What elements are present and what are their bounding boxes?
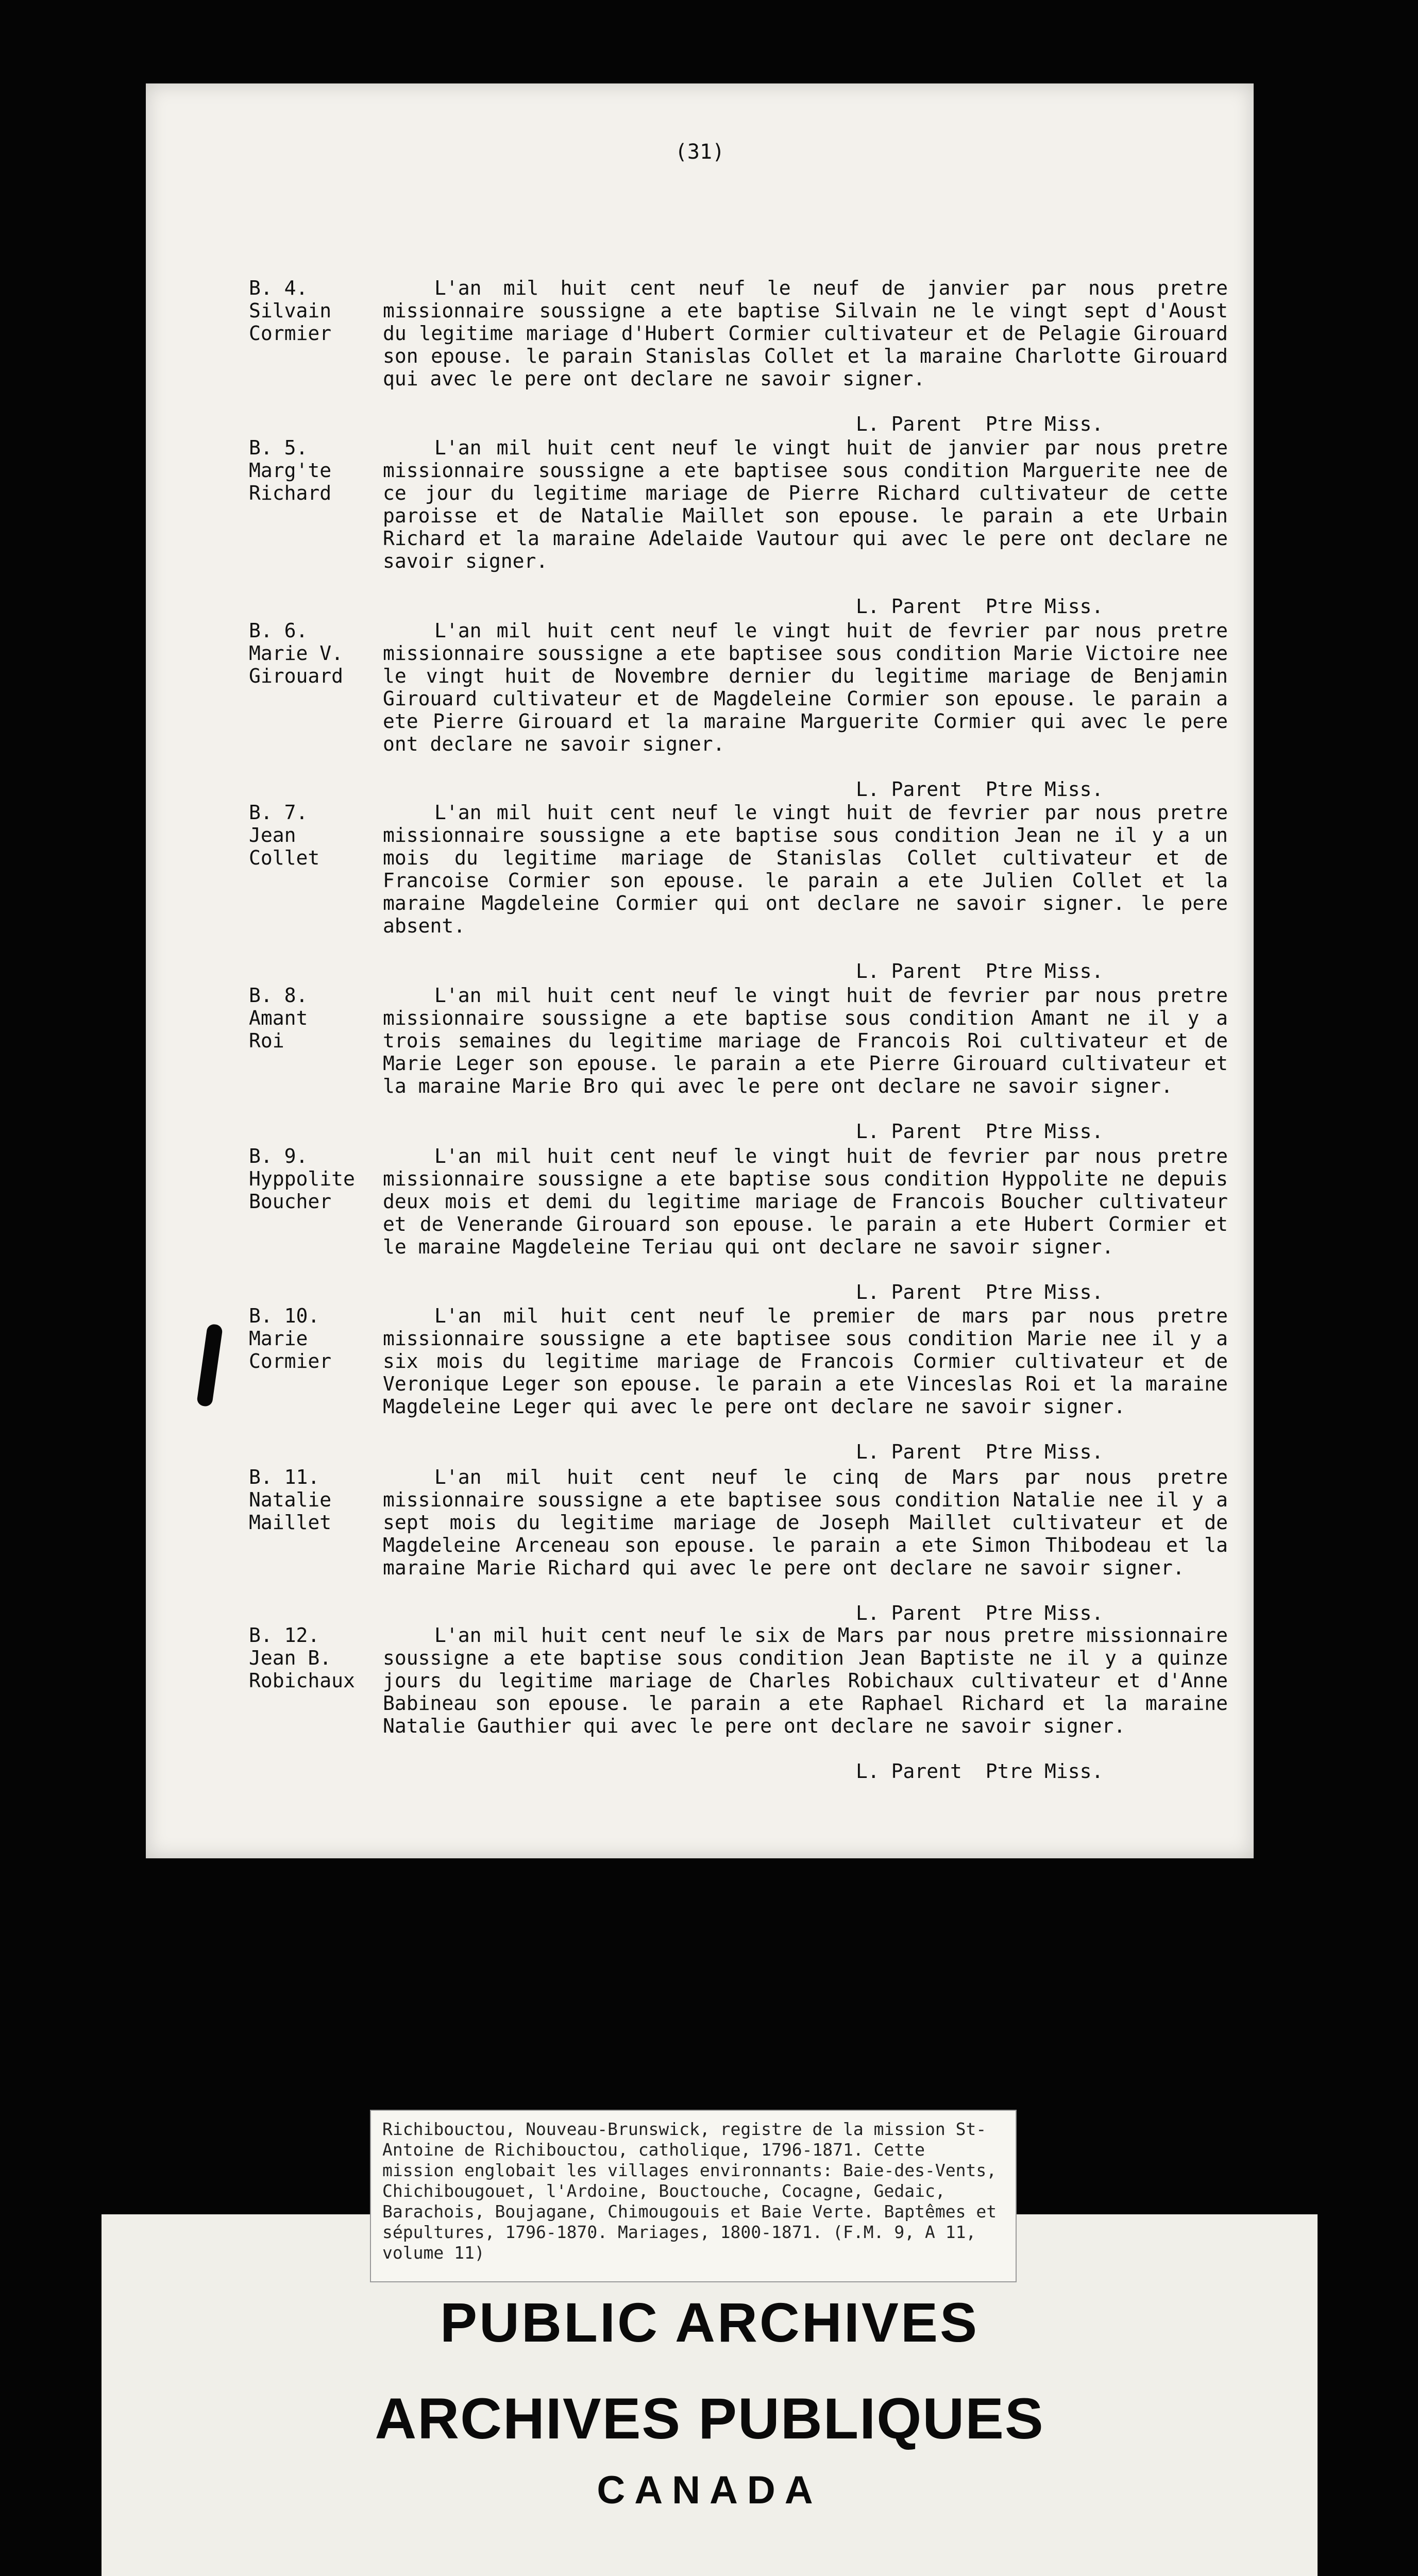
entry-label: B. 6. Marie V. Girouard: [249, 619, 344, 687]
register-page: [146, 83, 1254, 1858]
page-number: (31): [674, 140, 725, 164]
entry-text: L'an mil huit cent neuf le vingt huit de fevrier par nous pretre missionnaire soussigne a ete baptise sous condition Jean ne il y a un mois du legitime mariage de Stanislas Collet cultivateur et de Francoise Cormier son epouse. le parain a ete Julien Collet et la maraine Magdeleine Cormier qui ont declare ne savoir signer. le pere absent.: [383, 801, 1228, 937]
entry-label: B. 4. Silvain Cormier: [249, 277, 332, 345]
entry-signature: L. Parent Ptre Miss.: [856, 778, 1104, 801]
entry-label: B. 10. Marie Cormier: [249, 1304, 332, 1372]
archive-country: CANADA: [597, 2468, 822, 2512]
entry-label: B. 9. Hyppolite Boucher: [249, 1145, 355, 1213]
entry-text: L'an mil huit cent neuf le six de Mars par nous pretre missionnaire soussigne a ete baptise sous condition Jean Baptiste ne il y a quinze jours du legitime mariage de Charles Robichaux cultivateur et d'Anne Babineau son epouse. le parain a ete Raphael Richard et la maraine Natalie Gauthier qui avec le pere ont declare ne savoir signer.: [383, 1624, 1228, 1737]
entry-label: B. 5. Marg'te Richard: [249, 436, 332, 504]
entry-signature: L. Parent Ptre Miss.: [856, 1440, 1104, 1463]
entry-signature: L. Parent Ptre Miss.: [856, 1602, 1104, 1624]
entry-signature: L. Parent Ptre Miss.: [856, 1120, 1104, 1143]
entry-text: L'an mil huit cent neuf le premier de mars par nous pretre missionnaire soussigne a ete baptisee sous condition Marie nee il y a six mois du legitime mariage de Francois Cormier cultivateur et de Veronique Leger son epouse. le parain a ete Vinceslas Roi et la maraine Magdeleine Leger qui avec le pere ont declare ne savoir signer.: [383, 1304, 1228, 1418]
entry-text: L'an mil huit cent neuf le vingt huit de fevrier par nous pretre missionnaire soussigne a ete baptisee sous condition Marie Victoire nee le vingt huit de Novembre dernier du legitime mariage de Benjamin Girouard cultivateur et de Magdeleine Cormier son epouse. le parain a ete Pierre Girouard et la maraine Marguerite Cormier qui avec le pere ont declare ne savoir signer.: [383, 619, 1228, 755]
entry-signature: L. Parent Ptre Miss.: [856, 1281, 1104, 1303]
entry-label: B. 11. Natalie Maillet: [249, 1466, 332, 1534]
entry-signature: L. Parent Ptre Miss.: [856, 1760, 1104, 1783]
entry-signature: L. Parent Ptre Miss.: [856, 960, 1104, 982]
entry-signature: L. Parent Ptre Miss.: [856, 413, 1104, 435]
entry-text: L'an mil huit cent neuf le cinq de Mars par nous pretre missionnaire soussigne a ete baptisee sous condition Natalie nee il y a sept mois du legitime mariage de Joseph Maillet cultivateur et de Magdeleine Arceneau son epouse. le parain a ete Simon Thibodeau et la maraine Marie Richard qui avec le pere ont declare ne savoir signer.: [383, 1466, 1228, 1579]
entry-signature: L. Parent Ptre Miss.: [856, 595, 1104, 618]
archive-title-english: PUBLIC ARCHIVES: [440, 2291, 980, 2353]
entry-text: L'an mil huit cent neuf le vingt huit de fevrier par nous pretre missionnaire soussigne a ete baptise sous condition Amant ne il y a trois semaines du legitime mariage de Francois Roi cultivateur et de Marie Leger son epouse. le parain a ete Pierre Girouard cultivateur et la maraine Marie Bro qui avec le pere ont declare ne savoir signer.: [383, 984, 1228, 1097]
archive-title-french: ARCHIVES PUBLIQUES: [375, 2386, 1044, 2451]
entry-label: B. 8. Amant Roi: [249, 984, 308, 1052]
collection-description: Richibouctou, Nouveau-Brunswick, registre de la mission St-Antoine de Richibouctou, catholique, 1796-1871. Cette mission englobait les villages environnants: Baie-des-Vents, Chichibougouet, l'Ardoine, Bouctouche, Cocagne, Gedaic, Barachois, Boujagane, Chimougouis et Baie Verte. Baptêmes et sépultures, 1796-1870. Mariages, 1800-1871. (F.M. 9, A 11, volume 11): [370, 2110, 1017, 2282]
entry-label: B. 12. Jean B. Robichaux: [249, 1624, 355, 1692]
entry-text: L'an mil huit cent neuf le vingt huit de fevrier par nous pretre missionnaire soussigne a ete baptise sous condition Hyppolite ne depuis deux mois et demi du legitime mariage de Francois Boucher cultivateur et de Venerande Girouard son epouse. le parain a ete Hubert Cormier et le maraine Magdeleine Teriau qui ont declare ne savoir signer.: [383, 1145, 1228, 1258]
entry-text: L'an mil huit cent neuf le vingt huit de janvier par nous pretre missionnaire soussigne a ete baptisee sous condition Marguerite nee de ce jour du legitime mariage de Pierre Richard cultivateur de cette paroisse et de Natalie Maillet son epouse. le parain a ete Urbain Richard et la maraine Adelaide Vautour qui avec le pere ont declare ne savoir signer.: [383, 436, 1228, 572]
entry-label: B. 7. Jean Collet: [249, 801, 320, 869]
entry-text: L'an mil huit cent neuf le neuf de janvier par nous pretre missionnaire soussigne a ete baptise Silvain ne le vingt sept d'Aoust du legitime mariage d'Hubert Cormier cultivateur et de Pelagie Girouard son epouse. le parain Stanislas Collet et la maraine Charlotte Girouard qui avec le pere ont declare ne savoir signer.: [383, 277, 1228, 390]
